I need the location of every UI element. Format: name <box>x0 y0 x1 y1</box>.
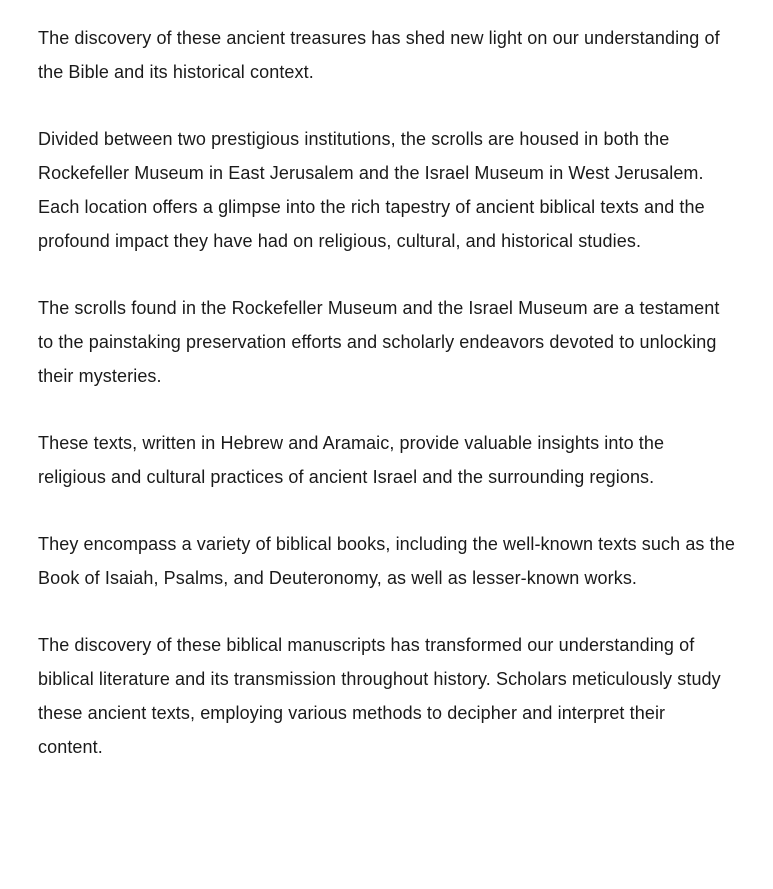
article-paragraph: They encompass a variety of biblical books, including the well-known texts such as the Book of Isaiah, Psalms, and Deuteronomy, as well as lesser-known works. <box>38 534 735 588</box>
article-paragraph: The discovery of these ancient treasures has shed new light on our understanding of the Bible and its historical context. <box>38 28 720 82</box>
article-paragraph: The scrolls found in the Rockefeller Museum and the Israel Museum are a testament to the painstaking preservation efforts and scholarly endeavors devoted to unlocking their mysteries. <box>38 298 720 386</box>
article-paragraph: The discovery of these biblical manuscripts has transformed our understanding of biblical literature and its transmission throughout history. Scholars meticulously study these ancient texts, employing various methods to decipher and interpret their content. <box>38 635 721 757</box>
article-paragraph: These texts, written in Hebrew and Aramaic, provide valuable insights into the religious and cultural practices of ancient Israel and the surrounding regions. <box>38 433 665 487</box>
article-paragraph: Divided between two prestigious institutions, the scrolls are housed in both the Rockefeller Museum in East Jerusalem and the Israel Museum in West Jerusalem. Each location offers a glimpse into the rich tapestry of ancient biblical texts and the profound impact they have had on religious, cultural, and historical studies. <box>38 129 705 251</box>
